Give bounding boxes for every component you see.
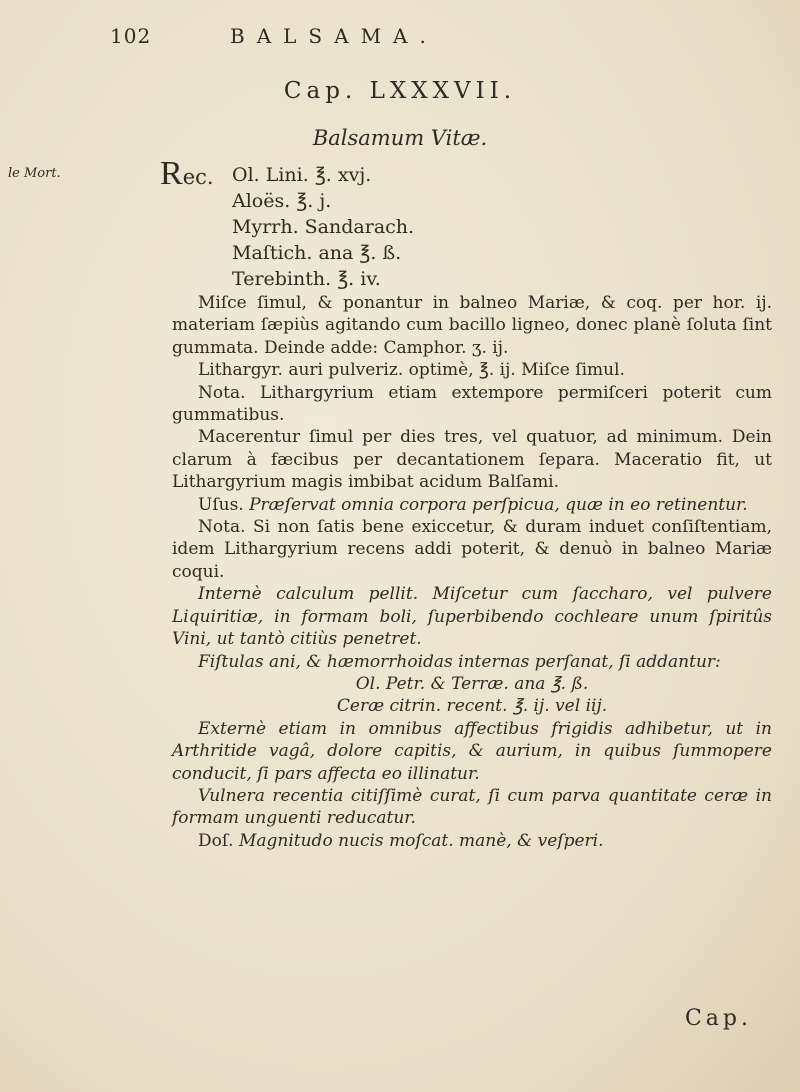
running-title: BALSAMA. — [230, 24, 438, 48]
ingredient-line: Myrrh. Sandarach. — [232, 216, 415, 238]
rx-suffix: ec. — [182, 165, 214, 189]
addition-line: Ceræ citrin. recent. ℥. ij. vel iij. — [336, 696, 608, 717]
paragraph: Lithargyr. auri pulveriz. optimè, ℥. ij. Miſce ſimul. — [198, 360, 625, 381]
paragraph-interne: Internè calculum pellit. Miſcetur cum ſaccharo, vel pulvere Liquiritiæ, in formam boli, ſuperbibendo cochleare unum ſpiritûs Vini, ut tantò citiùs penetret. — [172, 584, 772, 650]
dose-paragraph — [172, 830, 772, 852]
page-number: 102 — [110, 24, 152, 48]
recipe-symbol — [160, 155, 214, 193]
usus-text: Præſervat omnia corpora perſpicua, quæ in eo retinentur. — [249, 494, 748, 515]
ingredient-line: Ol. Lini. ℥. xvj. — [232, 164, 372, 186]
recipe-title: Balsamum Vitæ. — [312, 126, 488, 150]
usus-label: Uſus. — [198, 494, 244, 515]
body-text — [172, 292, 772, 852]
paragraph: Nota. Lithargyrium etiam extempore permiſceri poterit cum gummatibus. — [172, 382, 772, 426]
addition-line: Ol. Petr. & Terræ. ana ℥. ß. — [355, 673, 589, 694]
paragraph: Miſce ſimul, & ponantur in balneo Mariæ, & coq. per hor. ij. materiam ſæpiùs agitando cum bacillo ligneo, donec planè ſoluta ſint gummata. Deinde adde: Camphor. ʒ. ij. — [172, 293, 772, 358]
margin-note: le Mort. — [8, 166, 61, 181]
ingredient-list — [232, 162, 414, 292]
rx-letter: R — [160, 155, 183, 192]
paragraph-externe: Externè etiam in omnibus affectibus frigidis adhibetur, ut in Arthritide vagâ, dolore capitis, & aurium, in quibus ſummopere conducit, ſi pars affecta eo illinatur. — [172, 718, 772, 784]
ingredient-line: Terebinth. ℥. iv. — [232, 268, 381, 290]
paragraph-vulnera: Vulnera recentia citiſſimè curat, ſi cum parva quantitate ceræ in formam unguenti reducatur. — [172, 785, 772, 829]
catchword: Cap. — [684, 1006, 752, 1031]
ingredient-line: Maſtich. ana ℥. ß. — [232, 242, 402, 264]
page-header — [0, 24, 800, 54]
paragraph: Nota. Si non ſatis bene exiccetur, & duram induet conſiſtentiam, idem Lithargyrium recens addi poterit, & denuò in balneo Mariæ coqui. — [172, 517, 772, 582]
usus-paragraph — [172, 494, 772, 516]
chapter-title: Cap. LXXXVII. — [283, 78, 517, 104]
ingredient-line: Aloës. ℥. j. — [232, 190, 332, 212]
paragraph: Macerentur ſimul per dies tres, vel quatuor, ad minimum. Dein clarum à fæcibus per decantationem ſepara. Maceratio fit, ut Lithargyrium magis imbibat acidum Balſami. — [172, 427, 772, 493]
paragraph-fistulas: Fiſtulas ani, & hæmorrhoidas internas perſanat, ſi addantur: — [198, 651, 721, 672]
dose-text: Magnitudo nucis moſcat. manè, & veſperi. — [238, 830, 604, 851]
dose-label: Doſ. — [198, 830, 234, 851]
